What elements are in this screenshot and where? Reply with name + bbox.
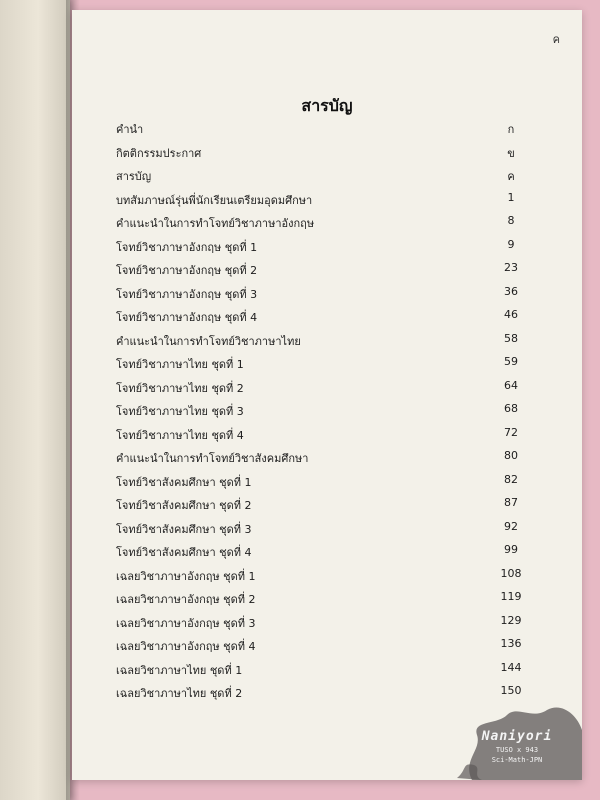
toc-entry-label: โจทย์วิชาภาษาอังกฤษ ชุดที่ 2	[116, 264, 258, 277]
toc-entry	[116, 214, 526, 232]
toc-entry	[116, 496, 526, 514]
toc-entry	[116, 379, 526, 397]
toc-entry	[116, 144, 526, 162]
toc-entry-label: โจทย์วิชาภาษาไทย ชุดที่ 3	[116, 405, 244, 418]
toc-entry-label: โจทย์วิชาภาษาอังกฤษ ชุดที่ 3	[116, 287, 258, 301]
toc-entry-label: คำแนะนำในการทำโจทย์วิชาสังคมศึกษา	[116, 452, 309, 465]
toc-entry-label: บทสัมภาษณ์รุ่นพี่นักเรียนเตรียมอุดมศึกษา	[116, 193, 313, 207]
toc-entry	[116, 426, 526, 444]
toc-entry-label: คำแนะนำในการทำโจทย์วิชาภาษาไทย	[116, 334, 301, 348]
toc-entry-page: 87	[504, 496, 518, 509]
toc-entry-page: 82	[504, 472, 518, 486]
toc-entry-label: โจทย์วิชาสังคมศึกษา ชุดที่ 3	[116, 522, 252, 536]
toc-entry-page: 80	[504, 449, 518, 462]
toc-entry	[116, 355, 526, 373]
toc-entry	[116, 543, 526, 561]
toc-entry-page: 9	[507, 237, 515, 251]
toc-entry-page: 72	[504, 425, 518, 439]
toc-entry-label: โจทย์วิชาภาษาอังกฤษ ชุดที่ 4	[116, 311, 258, 324]
toc-entry	[116, 614, 526, 632]
toc-entry	[116, 120, 526, 138]
book-page	[72, 10, 582, 780]
toc-entry-page: 150	[500, 684, 522, 697]
toc-entry-page: 46	[504, 308, 518, 321]
toc-entry	[116, 590, 526, 608]
toc-entry-page: 59	[504, 355, 518, 368]
toc-entry-page: ค	[507, 170, 515, 183]
toc-entry-label: เฉลยวิชาภาษาอังกฤษ ชุดที่ 4	[116, 640, 256, 653]
toc-entry-page: 119	[500, 590, 522, 603]
toc-entry-label: คำแนะนำในการทำโจทย์วิชาภาษาอังกฤษ	[116, 217, 315, 230]
toc-entry	[116, 261, 526, 279]
brand-name: Naniyori	[481, 729, 553, 744]
toc-entry-label: เฉลยวิชาภาษาไทย ชุดที่ 2	[116, 687, 243, 700]
toc-title: สารบัญ	[301, 96, 353, 115]
toc-entry-label: คำนำ	[116, 123, 144, 136]
toc-entry-label: เฉลยวิชาภาษาอังกฤษ ชุดที่ 3	[116, 616, 256, 630]
toc-entry	[116, 308, 526, 326]
toc-entry	[116, 449, 526, 467]
toc-entry-page: 23	[504, 261, 518, 274]
brand-line1: TUSO x 943	[495, 746, 539, 754]
brand-watermark	[462, 729, 572, 764]
toc-entry-page: 129	[500, 613, 522, 627]
watermark	[452, 690, 582, 780]
toc-entry-label: โจทย์วิชาภาษาไทย ชุดที่ 1	[116, 358, 244, 371]
toc-entry-page: 92	[504, 519, 518, 533]
toc-entry	[116, 238, 526, 256]
toc-entry	[116, 332, 526, 350]
toc-entry-page: ก	[507, 123, 515, 136]
toc-entry	[116, 637, 526, 655]
toc-entry	[116, 167, 526, 185]
toc-entry-label: โจทย์วิชาภาษาไทย ชุดที่ 2	[116, 381, 244, 395]
left-page-edge	[0, 0, 70, 800]
toc-entry-label: โจทย์วิชาภาษาไทย ชุดที่ 4	[116, 428, 244, 442]
toc-entry	[116, 191, 526, 209]
toc-entry-label: เฉลยวิชาภาษาไทย ชุดที่ 1	[116, 663, 243, 677]
toc-entry-label: โจทย์วิชาภาษาอังกฤษ ชุดที่ 1	[116, 240, 258, 254]
toc-entry-label: สารบัญ	[116, 170, 152, 183]
toc-entry-page: 64	[504, 378, 518, 392]
toc-entry	[116, 661, 526, 679]
toc-entry-page: 136	[500, 637, 522, 650]
toc-entry	[116, 473, 526, 491]
toc-entry	[116, 520, 526, 538]
toc-entry-label: เฉลยวิชาภาษาอังกฤษ ชุดที่ 1	[116, 569, 256, 583]
toc-entry-page: 8	[507, 214, 515, 227]
toc-entry-label: กิตติกรรมประกาศ	[116, 146, 202, 160]
toc-entry-page: 58	[504, 331, 518, 345]
toc-entry	[116, 567, 526, 585]
toc-entry-page: 144	[500, 660, 522, 674]
toc-entry-label: เฉลยวิชาภาษาอังกฤษ ชุดที่ 2	[116, 593, 256, 606]
toc-entry-page: 108	[500, 566, 522, 580]
toc-entry-page: 36	[504, 284, 518, 298]
toc-entry	[116, 285, 526, 303]
toc-entry-page: ข	[507, 146, 515, 160]
toc-entry-page: 68	[504, 402, 518, 415]
toc-entry-label: โจทย์วิชาสังคมศึกษา ชุดที่ 2	[116, 499, 252, 512]
page-number: ค	[552, 33, 560, 46]
toc-entry-label: โจทย์วิชาสังคมศึกษา ชุดที่ 4	[116, 546, 252, 559]
toc-entry-page: 99	[504, 543, 518, 556]
toc-entry-label: โจทย์วิชาสังคมศึกษา ชุดที่ 1	[116, 475, 252, 489]
toc-entry-page: 1	[507, 190, 515, 204]
toc-entry	[116, 402, 526, 420]
brand-line2: Sci-Math-JPN	[491, 756, 543, 764]
